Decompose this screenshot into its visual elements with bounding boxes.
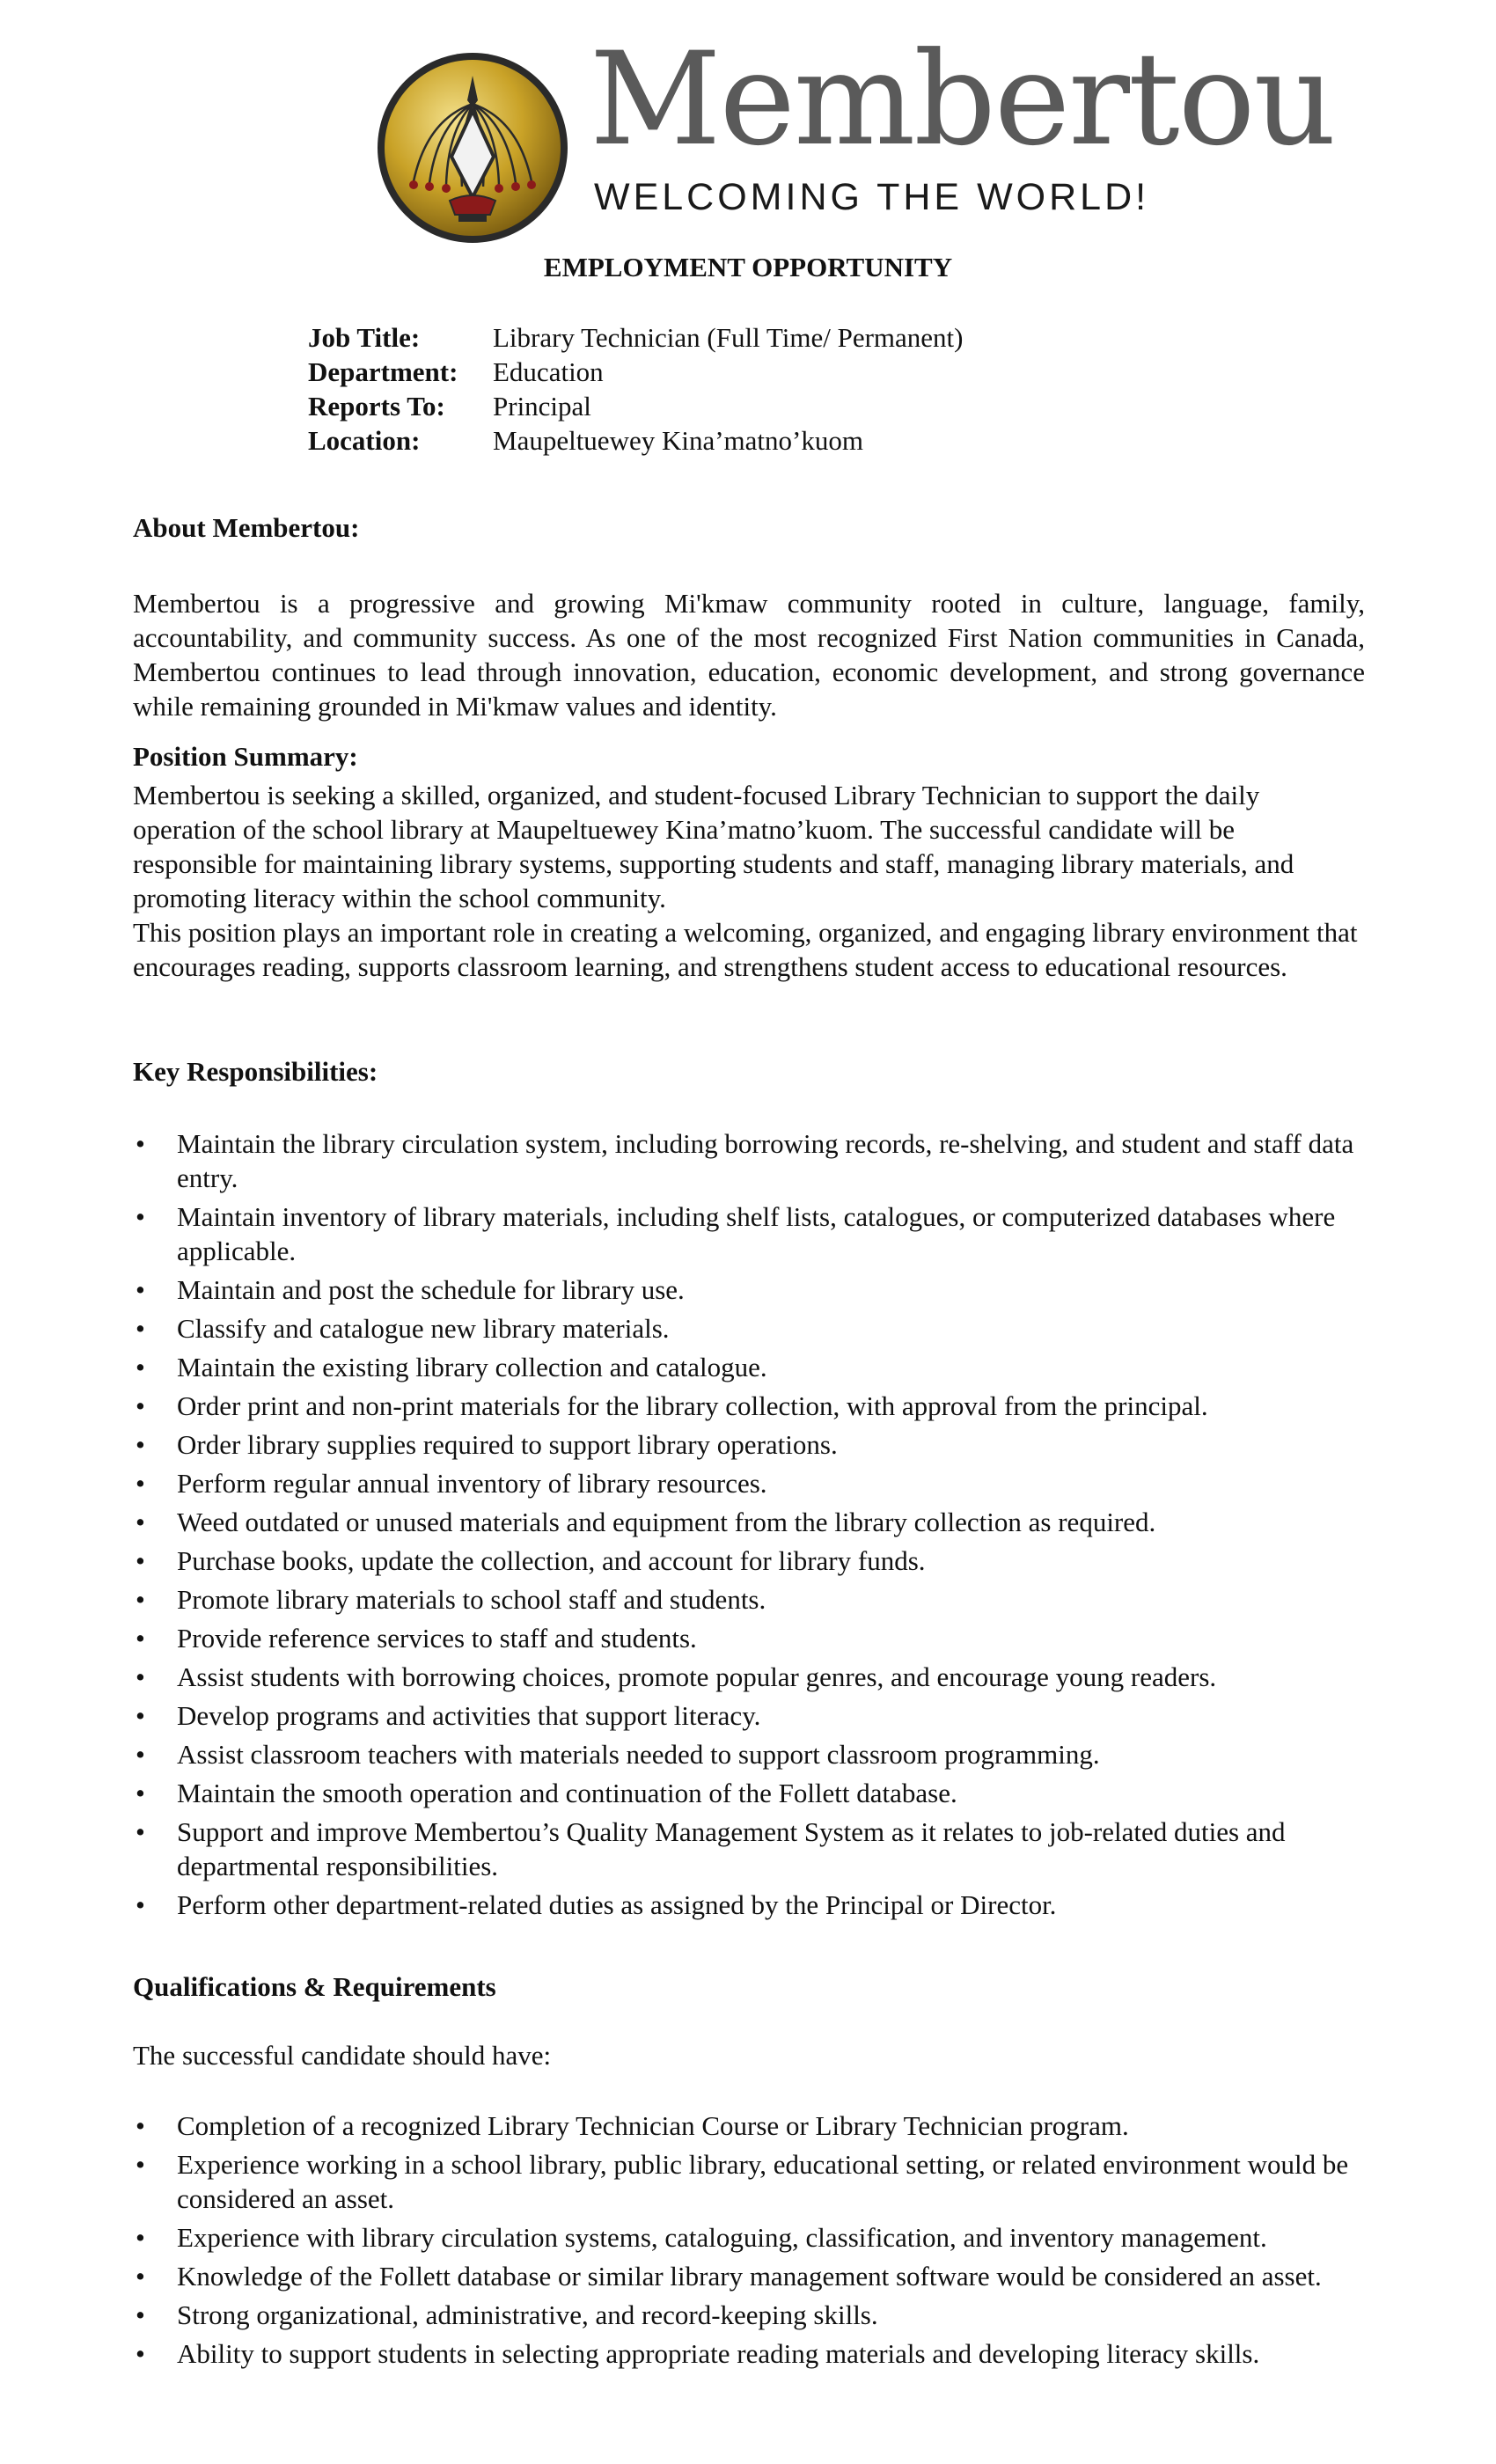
list-item: • Support and improve Membertou’s Quality Management System as it relates to job-related duties and departmental responsibilities.	[133, 1815, 1365, 1883]
job-info-row	[308, 423, 964, 458]
membertou-emblem-icon	[374, 49, 572, 247]
qualifications-list	[133, 2108, 1365, 2371]
department-value: Education	[493, 356, 604, 387]
summary-title: Position Summary:	[133, 741, 358, 772]
job-title-value: Library Technician (Full Time/ Permanent)	[493, 322, 964, 353]
membertou-logo	[374, 25, 1335, 246]
list-item: • Maintain the existing library collection and catalogue.	[133, 1350, 1365, 1384]
logo-tagline: WELCOMING THE WORLD!	[594, 176, 1150, 218]
list-item: • Weed outdated or unused materials and equipment from the library collection as required.	[133, 1505, 1365, 1539]
job-title-label: Job Title:	[308, 322, 421, 353]
list-item: • Knowledge of the Follett database or similar library management software would be considered an asset.	[133, 2259, 1365, 2293]
list-item: • Maintain the library circulation system, including borrowing records, re-shelving, and student and staff data entry.	[133, 1126, 1365, 1195]
location-label: Location:	[308, 425, 421, 456]
summary-paragraph: Membertou is seeking a skilled, organized, and student-focused Library Technician to support the daily operation of the school library at Maupeltuewey Kina’matno’kuom. The successful candidate will be responsible for maintaining library systems, supporting students and staff, managing library materials, and promoting literacy within the school community.	[133, 780, 1294, 913]
responsibilities-title: Key Responsibilities:	[133, 1056, 378, 1087]
list-item: • Assist students with borrowing choices, promote popular genres, and encourage young readers.	[133, 1660, 1365, 1694]
reports-to-value: Principal	[493, 391, 591, 422]
reports-to-label: Reports To:	[308, 391, 445, 422]
page-title: EMPLOYMENT OPPORTUNITY	[543, 252, 953, 282]
list-item: • Ability to support students in selecting appropriate reading materials and developing literacy skills.	[133, 2336, 1365, 2371]
job-info-row	[308, 320, 964, 355]
list-item: • Order library supplies required to support library operations.	[133, 1427, 1365, 1462]
list-item: • Maintain the smooth operation and continuation of the Follett database.	[133, 1776, 1365, 1810]
location-value: Maupeltuewey Kina’matno’kuom	[493, 425, 863, 456]
list-item: • Provide reference services to staff and students.	[133, 1621, 1365, 1655]
list-item: • Experience working in a school library, public library, educational setting, or related environment would be considered an asset.	[133, 2147, 1365, 2216]
qualifications-title: Qualifications & Requirements	[133, 1971, 496, 2002]
qualifications-section	[133, 2108, 1365, 2375]
job-info	[308, 320, 964, 458]
list-item: • Develop programs and activities that support literacy.	[133, 1698, 1365, 1733]
list-item: • Maintain and post the schedule for library use.	[133, 1272, 1365, 1307]
list-item: • Perform other department-related duties as assigned by the Principal or Director.	[133, 1888, 1365, 1922]
job-info-row	[308, 355, 964, 389]
qualifications-intro: The successful candidate should have:	[133, 2040, 552, 2071]
responsibilities-list	[133, 1126, 1365, 1922]
list-item: • Order print and non-print materials for the library collection, with approval from the principal.	[133, 1389, 1365, 1423]
responsibilities-section	[133, 1126, 1365, 1926]
logo-wordmark: Membertou	[590, 25, 1335, 174]
about-title: About Membertou:	[133, 512, 360, 543]
list-item: • Strong organizational, administrative, and record-keeping skills.	[133, 2298, 1365, 2332]
department-label: Department:	[308, 356, 458, 387]
list-item: • Purchase books, update the collection, and account for library funds.	[133, 1544, 1365, 1578]
job-info-row	[308, 389, 964, 423]
list-item: • Experience with library circulation systems, cataloguing, classification, and inventory management.	[133, 2220, 1365, 2255]
list-item: • Completion of a recognized Library Technician Course or Library Technician program.	[133, 2108, 1365, 2143]
summary-paragraph: This position plays an important role in creating a welcoming, organized, and engaging library environment that encourages reading, supports classroom learning, and strengthens student access to educational resources.	[133, 917, 1358, 982]
list-item: • Assist classroom teachers with materials needed to support classroom programming.	[133, 1737, 1365, 1771]
summary-section	[133, 778, 1365, 984]
list-item: • Promote library materials to school staff and students.	[133, 1582, 1365, 1617]
list-item: • Perform regular annual inventory of library resources.	[133, 1466, 1365, 1500]
list-item: • Maintain inventory of library materials, including shelf lists, catalogues, or computerized databases where applicable.	[133, 1199, 1365, 1268]
about-text: Membertou is a progressive and growing Mi'kmaw community rooted in culture, language, family, accountability, and community success. As one of the most recognized First Nation communities in Canada, Membertou continues to lead through innovation, education, economic development, and strong governance while remaining grounded in Mi'kmaw values and identity.	[133, 588, 1365, 722]
list-item: • Classify and catalogue new library materials.	[133, 1311, 1365, 1346]
